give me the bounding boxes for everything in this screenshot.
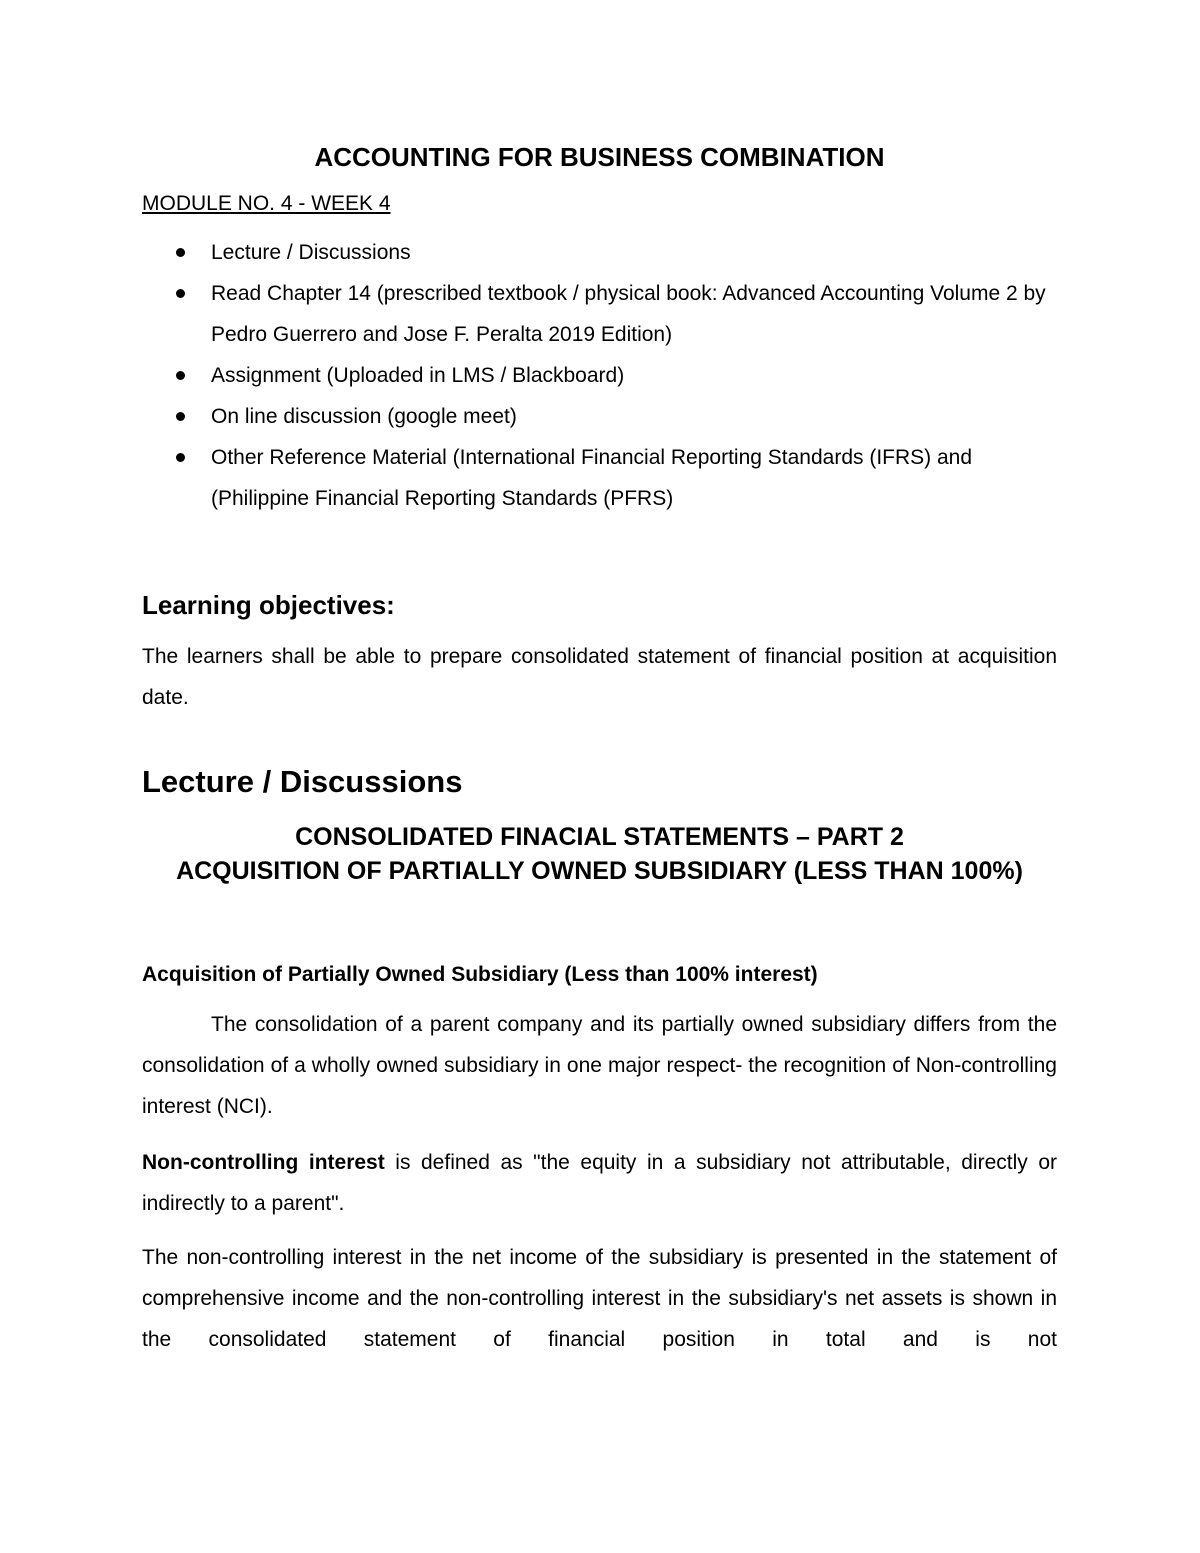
paragraph: The non-controlling interest in the net income of the subsidiary is presented in the statement of comprehensive income and the non-controlling interest in the subsidiary's net assets is shown in the consolidated statement of financial position in total and is not <box>142 1246 1057 1351</box>
bullet-icon <box>176 453 185 462</box>
section-title-line: CONSOLIDATED FINACIAL STATEMENTS – PART 2 <box>295 823 904 851</box>
sub-heading: Acquisition of Partially Owned Subsidiary (Less than 100% interest) <box>142 963 818 986</box>
bullet-icon <box>176 289 185 298</box>
document-title: ACCOUNTING FOR BUSINESS COMBINATION <box>314 142 885 172</box>
list-item <box>142 232 1057 273</box>
paragraph <box>142 1142 1057 1224</box>
list-item-text: Other Reference Material (International Financial Reporting Standards (IFRS) and (Philippine Financial Reporting Standards (PFRS) <box>211 446 973 510</box>
module-activity-list <box>142 232 1057 519</box>
section-title-line: ACQUISITION OF PARTIALLY OWNED SUBSIDIARY (LESS THAN 100%) <box>176 857 1023 885</box>
list-item <box>142 396 1057 437</box>
list-item <box>142 273 1057 355</box>
learning-objectives-text: The learners shall be able to prepare consolidated statement of financial position at acquisition date. <box>142 645 1057 709</box>
list-item-text: Read Chapter 14 (prescribed textbook / physical book: Advanced Accounting Volume 2 by Pedro Guerrero and Jose F. Peralta 2019 Edition) <box>211 282 1046 346</box>
bullet-icon <box>176 412 185 421</box>
bullet-icon <box>176 248 185 257</box>
paragraph: The consolidation of a parent company and its partially owned subsidiary differs from the consolidation of a wholly owned subsidiary in one major respect- the recognition of Non-controlling interest (NCI). <box>142 1013 1057 1118</box>
defined-term: Non-controlling interest <box>142 1151 385 1174</box>
bullet-icon <box>176 371 185 380</box>
list-item-text: Lecture / Discussions <box>211 241 411 264</box>
section-title <box>142 820 1057 888</box>
definition-text: is defined as "the equity in a subsidiary not attributable, directly or indirectly to a parent". <box>142 1151 1057 1215</box>
lecture-heading: Lecture / Discussions <box>142 764 463 799</box>
list-item <box>142 437 1057 519</box>
list-item-text: Assignment (Uploaded in LMS / Blackboard) <box>211 364 625 387</box>
module-label: MODULE NO. 4 - WEEK 4 <box>142 192 391 215</box>
learning-objectives-heading: Learning objectives: <box>142 590 395 620</box>
list-item-text: On line discussion (google meet) <box>211 405 517 428</box>
list-item <box>142 355 1057 396</box>
